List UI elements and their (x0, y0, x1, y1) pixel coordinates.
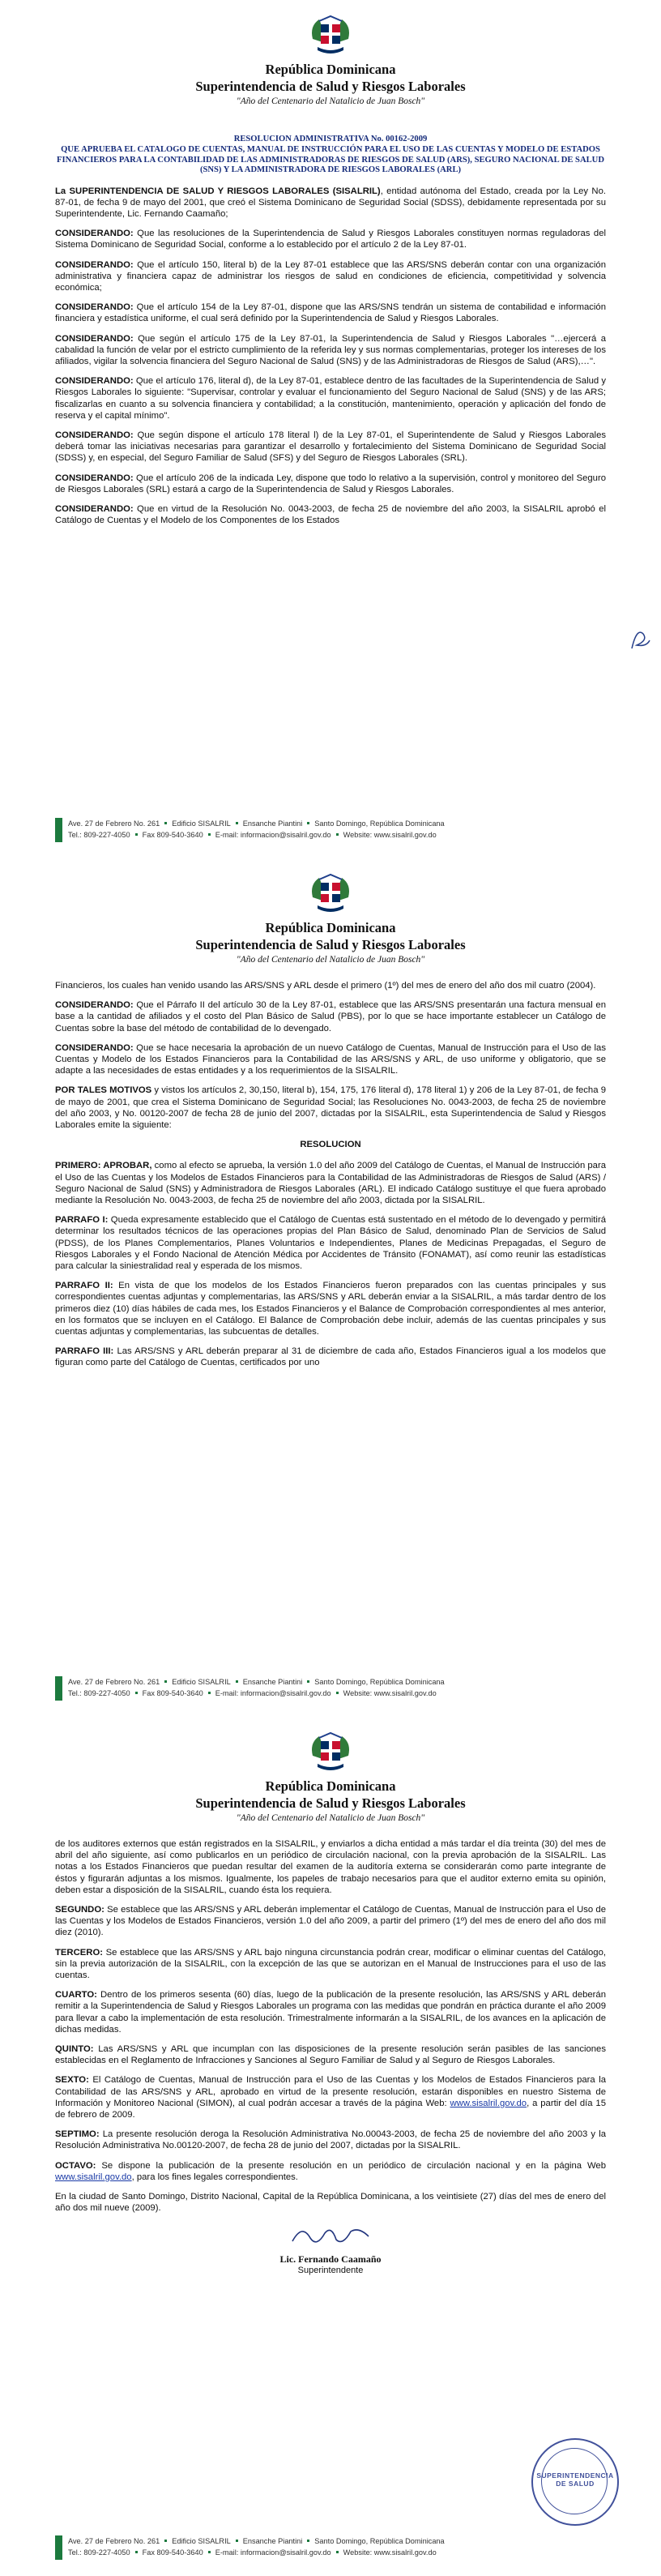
letterhead (0, 873, 661, 965)
article-sexto: SEXTO: El Catálogo de Cuentas, Manual de Instrucción para el Uso de las Cuentas y los Modelos de Estados Financieros para la Contabilidad de las ARS/SNS y ARL, aprobado en virtud de la presente resolución, estarán disponibles en nuestro Sistema de Información y Monitoreo Nacional (SIMON), al cual podrán accesar a través de la página Web: www.sisalril.gov.do, a partir del día 15 de febrero de 2009. (55, 2075, 606, 2120)
considerando-9: CONSIDERANDO: Que el Párrafo II del artículo 30 de la Ley 87-01, establece que las ARS/SNS presentarán una factura mensual en base a la cantidad de afiliados y el costo del Plan Básico de Salud (PBS), por lo que se hace importante establecer un Catálogo de Cuentas sobre la base del método de contabilidad de lo devengado. (55, 1000, 606, 1033)
year-motto: "Año del Centenario del Natalicio de Juan Bosch" (236, 955, 425, 965)
article-septimo: SEPTIMO: La presente resolución deroga la Resolución Administrativa No.00043-2003, de fecha 25 de noviembre del año 2003 y la Resolución Administrativa No.00120-2007, de fecha 28 de junio del 2007, dictadas por la SISALRIL. (55, 2129, 606, 2151)
page-1 (0, 0, 661, 858)
continuation-text: de los auditores externos que están registrados en la SISALRIL, y enviarlos a dicha entidad a más tardar el día treinta (30) del mes de abril del año siguiente, así como publicarlos en un periódico de circulación nacional, con la previa aprobación de la SISALRIL. Las notas a los Estados Financieros que puedan resultar del examen de la auditoría externa se considerarán como parte integrante de éstos y figurarán adjuntas a los mismos. Igualmente, los papeles de trabajo necesarios para que el auditor externo emita su opinión, deben estar a disposición de la SISALRIL, cuando ésta los requiera. (55, 1839, 606, 1895)
considerando-2: CONSIDERANDO: Que el artículo 150, literal b) de la Ley 87-01 establece que las ARS/SNS deberán contar con una organización administrativa y financiera capaz de administrar los riesgos de salud en condiciones de eficiencia, competitividad y solvencia económica; (55, 259, 606, 293)
footer-accent-bar (55, 818, 62, 842)
footer-accent-bar (55, 2535, 62, 2560)
official-seal (531, 2438, 619, 2526)
footer-accent-bar (55, 1676, 62, 1701)
coat-of-arms-icon (308, 1731, 353, 1774)
parrafo-3: PARRAFO III: Las ARS/SNS y ARL deberán preparar al 31 de diciembre de cada año, Estados Financieros igual a los modelos que figuran como parte del Catálogo de Cuentas, certificados por uno (55, 1346, 606, 1368)
signer-name: Lic. Fernando Caamaño (279, 2253, 382, 2265)
considerando-7: CONSIDERANDO: Que el artículo 206 de la indicada Ley, dispone que todo lo relativo a la supervisión, control y monitoreo del Seguro de Riesgos Laborales (SRL) estará a cargo de la Superintendencia de Salud y Riesgos Laborales. (55, 473, 606, 494)
country-name: República Dominicana (265, 920, 396, 935)
year-motto: "Año del Centenario del Natalicio de Juan Bosch" (236, 1813, 425, 1823)
considerando-5: CONSIDERANDO: Que el artículo 176, literal d), de la Ley 87-01, establece dentro de las facultades de la Superintendencia de Salud y Riesgos Laborales lo siguiente: "Supervisar, controlar y evaluar el funcionamiento del Seguro Nacional de Salud (SNS) y de las ARS; fiscalizarlas en cuanto a su solvencia financiera y contabilidad; a la constitución, mantenimiento, operación y aplicación del fondo de reserva y el capital mínimo". (55, 376, 606, 421)
resolution-heading: RESOLUCION (300, 1140, 361, 1150)
continuation-text: Financieros, los cuales han venido usando las ARS/SNS y ARL desde el primero (1º) del mes de enero del año dos mil cuatro (2004). (55, 981, 596, 991)
page-2 (0, 858, 661, 1717)
footer: Ave. 27 de Febrero No. 261 Edificio SISALRIL Ensanche Piantini Santo Domingo, República Dominicana Tel.: 809-227-4050 Fax 809-540-3640 E-mail: informacion@sisalril.gov.do Website: www.sisalril.gov.do (55, 816, 606, 844)
parrafo-2: PARRAFO II: En vista de que los modelos de los Estados Financieros fueron preparados con las cuentas principales y sus correspondientes cuentas adjuntas y complementarias, las ARS/SNS y ARL deberán enviar a la SISALRIL, a más tardar dentro de los primeros diez (10) días hábiles de cada mes, los Estados Financieros y el Balance de Comprobación correspondientes al mes anterior, en los formatos que se incluyen en el Catálogo. El Balance de Comprobación debe incluir, además de las cuentas principales y sus cuentas adjuntas y complementarias, las subcuentas de detalles. (55, 1281, 606, 1337)
intro-paragraph (55, 186, 606, 220)
article-octavo: OCTAVO: Se dispone la publicación de la presente resolución en un periódico de circulación nacional y en la página Web www.sisalril.gov.do, para los fines legales correspondientes. (55, 2160, 606, 2182)
considerando-4: CONSIDERANDO: Que según el artículo 175 de la Ley 87-01, la Superintendencia de Salud y Riesgos Laborales "…ejercerá a cabalidad la función de velar por el estricto cumplimiento de la referida ley y sus normas complementarias, proteger los intereses de los afiliados, vigilar la solvencia financiera del Seguro Nacional de Salud (SNS) y de las Administradoras de Riesgos de Salud (ARS),…". (55, 333, 606, 367)
considerando-10: CONSIDERANDO: Que se hace necesaria la aprobación de un nuevo Catálogo de Cuentas, Manual de Instrucción para el Uso de las Cuentas y Modelo de los Estados Financieros para la Contabilidad de las ARS/SNS y ARL, de uso uniforme y obligatorio, que se adapte a las necesidades de estas entidades y a los requerimientos de la SISALRIL. (55, 1042, 606, 1076)
agency-name: Superintendencia de Salud y Riesgos Laborales (195, 1795, 466, 1811)
parrafo-1: PARRAFO I: Queda expresamente establecido que el Catálogo de Cuentas está sustentado en el método de lo devengado y permitirá determinar los resultados técnicos de las operaciones propias del Plan Básico de Salud, denominado Plan de Servicios de Salud (PDSS), de los Planes Complementarios, Planes Voluntarios e Independientes, Planes de Medicinas Prepagadas, el Seguro de Riesgos Laborales y el Fondo Nacional de Atención Médica por Accidentes de Tránsito (FONAMAT), así como reunir las estadísticas para calcular la siniestralidad real y esperada de los mismos. (55, 1215, 606, 1272)
footer: Ave. 27 de Febrero No. 261 Edificio SISALRIL Ensanche Piantini Santo Domingo, República Dominicana Tel.: 809-227-4050 Fax 809-540-3640 E-mail: informacion@sisalril.gov.do Website: www.sisalril.gov.do (55, 1675, 606, 1702)
page-2-body (55, 980, 606, 1377)
article-tercero: TERCERO: Se establece que las ARS/SNS y ARL bajo ninguna circunstancia podrán crear, modificar o eliminar cuentas del Catálogo, sin la previa autorización de la SISALRIL, con la excepción de las que se autorizan en el Manual de Instrucciones para el uso de las cuentas. (55, 1947, 606, 1981)
coat-of-arms-icon (308, 873, 353, 915)
page-3-body (55, 1838, 606, 2276)
considerando-1: CONSIDERANDO: Que las resoluciones de la Superintendencia de Salud y Riesgos Laborales constituyen normas reguladoras del Sistema Dominicano de Seguridad Social, conforme a lo establecido por el artículo 2 de la Ley 87-01. (55, 229, 606, 250)
resolution-number: RESOLUCION ADMINISTRATIVA No. 00162-2009 (233, 135, 428, 143)
considerando-3: CONSIDERANDO: Que el artículo 154 de la Ley 87-01, dispone que las ARS/SNS tendrán un sistema de contabilidad e información financiera y estadística uniforme, el cual será definido por la Superintendencia de Salud y Riesgos Laborales. (55, 302, 606, 324)
por-tales-motivos: POR TALES MOTIVOS y vistos los artículos 2, 30,150, literal b), 154, 175, 176 literal d), 178 literal 1) y 206 de la Ley 87-01, de fecha 9 de mayo de 2001, que crea el Sistema Dominicano de Seguridad Social; las Resoluciones No. 0043-2003, de fecha 25 de noviembre del año 2003, y No. 00120-2007 de fecha 28 de junio del 2007, dictadas por la SISALRIL, esta Superintendencia de Salud y Riesgos Laborales emite la siguiente: (55, 1085, 606, 1131)
year-motto: "Año del Centenario del Natalicio de Juan Bosch" (236, 96, 425, 106)
page-3 (0, 1717, 661, 2576)
considerando-8: CONSIDERANDO: Que en virtud de la Resolución No. 0043-2003, de fecha 25 de noviembre del año 2003, la SISALRIL aprobó el Catálogo de Cuentas y el Modelo de los Componentes de los Estados (55, 504, 606, 526)
coat-of-arms-icon (308, 15, 353, 57)
signature-icon (286, 2222, 375, 2249)
intro-label: La SUPERINTENDENCIA DE SALUD Y RIESGOS LABORALES (SISALRIL) (55, 186, 381, 196)
website-link[interactable]: www.sisalril.gov.do (55, 2172, 132, 2182)
resolution-subject: QUE APRUEBA EL CATALOGO DE CUENTAS, MANUAL DE INSTRUCCIÓN PARA EL USO DE LAS CUENTAS Y MODELO DE ESTADOS FINANCIEROS PARA LA CONTABILIDAD DE LAS ADMINISTRADORAS DE RIESGOS DE SALUD (ARS), SEGURO NACIONAL DE SALUD (SNS) Y LA ADMINISTRADORA DE RIESGOS LABORALES (ARL) (57, 145, 604, 175)
page-1-body (55, 135, 606, 535)
letterhead (0, 1731, 661, 1823)
signer-role: Superintendente (297, 2265, 364, 2275)
resolution-title (55, 135, 606, 176)
website-link[interactable]: www.sisalril.gov.do (450, 2098, 527, 2108)
margin-initials-icon (629, 624, 653, 657)
agency-name: Superintendencia de Salud y Riesgos Laborales (195, 79, 466, 94)
country-name: República Dominicana (265, 1778, 396, 1794)
seal-text: SUPERINTENDENCIA DE SALUD (536, 2471, 614, 2488)
intro-text: , entidad autónoma del Estado, creada por la Ley No. 87-01, de fecha 9 de mayo del 2001, que creó el Sistema Dominicano de Seguridad Social (SDSS), debidamente representada por su Superintendente, Lic. Fernando Caamaño; (55, 186, 606, 220)
article-cuarto: CUARTO: Dentro de los primeros sesenta (60) días, luego de la publicación de la presente resolución, las ARS/SNS y ARL deberán remitir a la Superintendencia de Salud y Riesgos Laborales un programa con las medidas que pondrán en práctica durante el año 2009 para llevar a cabo la implementación de esta resolución. Trimestralmente informarán a la SISALRIL, de los avances en la aplicación de dichas medidas. (55, 1990, 606, 2035)
country-name: República Dominicana (265, 62, 396, 77)
article-segundo: SEGUNDO: Se establece que las ARS/SNS y ARL deberán implementar el Catálogo de Cuentas, Manual de Instrucción para el Uso de las Cuentas y los Modelos de Estados Financieros, versión 1.0 del año 2009, a partir del primero (1º) del mes de enero del año dos mil diez (2010). (55, 1905, 606, 1938)
agency-name: Superintendencia de Salud y Riesgos Laborales (195, 937, 466, 952)
article-primero: PRIMERO: APROBAR, como al efecto se aprueba, la versión 1.0 del año 2009 del Catálogo de Cuentas, el Manual de Instrucción para el Uso de las Cuentas y los Modelos de Estados Financieros para la Contabilidad de las Administradoras de Riesgos de Salud (ARS) / Seguro Nacional de Salud (SNS) y Administradora de Riesgos Laborales (ARL). El indicado Catálogo sustituye el que fuera aprobado mediante la Resolución No. 0043-2003, de fecha 25 de noviembre del año 2003, dictada por la SISALRIL. (55, 1161, 606, 1206)
closing-paragraph: En la ciudad de Santo Domingo, Distrito Nacional, Capital de la República Dominicana, a los veintisiete (27) días del mes de enero del año dos mil nueve (2009). (55, 2192, 606, 2214)
considerando-6: CONSIDERANDO: Que según dispone el artículo 178 literal l) de la Ley 87-01, el Superintendente de Salud y Riesgos Laborales deberá tomar las iniciativas necesarias para garantizar el desarrollo y fortalecimiento del Sistema Dominicano de Seguridad Social (SDSS) y, en especial, del Seguro Familiar de Salud (SFS) y del Seguro de Riesgos Laborales (SRL). (55, 430, 606, 464)
letterhead (0, 15, 661, 106)
signature-block (55, 2222, 606, 2276)
footer: Ave. 27 de Febrero No. 261 Edificio SISALRIL Ensanche Piantini Santo Domingo, República Dominicana Tel.: 809-227-4050 Fax 809-540-3640 E-mail: informacion@sisalril.gov.do Website: www.sisalril.gov.do (55, 2534, 606, 2561)
article-quinto: QUINTO: Las ARS/SNS y ARL que incumplan con las disposiciones de la presente resolución serán pasibles de las sanciones establecidas en el Reglamento de Infracciones y Sanciones al Seguro Familiar de Salud y al Seguro de Riesgos Laborales. (55, 2044, 606, 2066)
